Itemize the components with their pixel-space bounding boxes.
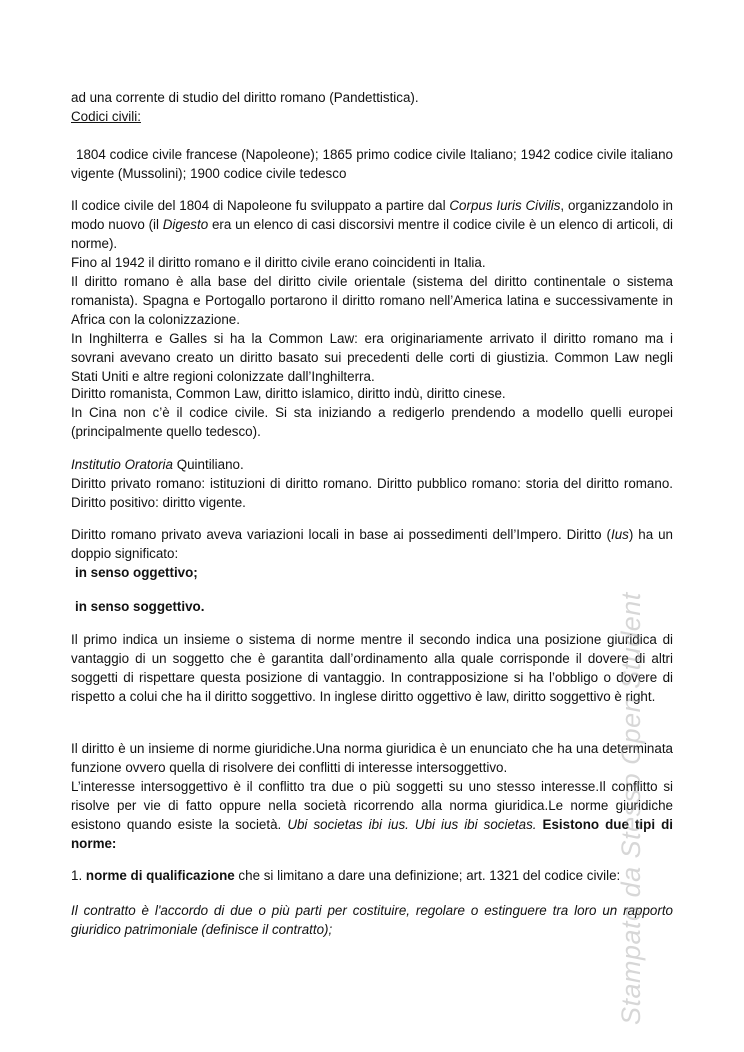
text: , organizzandolo in modo nuovo (il (71, 198, 673, 232)
para-primo: Il primo indica un insieme o sistema di norme mentre il secondo indica una posizione giuridica di vantaggio di un soggetto che è garantita dall’ordinamento alla quale corrisponde il dovere di altri soggetti di rispettare questa posizione di vantaggio. In contrapposizione si ha l’obbligo o dovere di rispetto a colui che ha il diritto soggettivo. In inglese diritto oggettivo è law, diritto soggettivo è right. (71, 632, 673, 704)
institutio-oratoria: Institutio Oratoria (71, 457, 173, 472)
item-number: 1. (71, 868, 86, 883)
item-senso-soggettivo: in senso soggettivo. (75, 599, 205, 614)
tipi-di-norme: Esistono due tipi di norme: (71, 816, 673, 851)
text: L’interesse intersoggettivo è il conflitto tra due o più soggetti su uno stesso interesse.Il conflitto si risolve per vie di fatto oppure nella società ricorrendo alla norma giuridica.Le norme giuridiche esistono quando esiste la società. (71, 779, 673, 832)
heading-codici-civili: Codici civili: (71, 109, 141, 124)
para-codes: 1804 codice civile francese (Napoleone); 1865 primo codice civile Italiano; 1942 codice civile italiano vigente (Mussolini); 1900 codice civile tedesco (71, 147, 673, 181)
text: ) ha un doppio significato: (71, 527, 673, 561)
ius: Ius (610, 527, 629, 542)
para-privato: Diritto privato romano: istituzioni di diritto romano. Diritto pubblico romano: storia del diritto romano. Diritto positivo: diritto vigente. (71, 476, 673, 510)
text: era un elenco di casi discorsivi mentre il codice civile è un elenco di articoli, di norme). (71, 216, 673, 251)
item-senso-oggettivo: in senso oggettivo; (75, 565, 198, 580)
para-diritto: Il diritto è un insieme di norme giuridiche.Una norma giuridica è un enunciato che ha una determinata funzione ovvero quella di risolvere dei conflitti di interesse intersoggettivo. (71, 741, 673, 775)
digesto: Digesto (162, 216, 209, 232)
text: Il codice civile del 1804 di Napoleone fu sviluppato a partire dal (71, 198, 450, 213)
text: che si limitano a dare una definizione; art. 1321 del codice civile: (234, 868, 621, 883)
para-interesse (71, 778, 673, 854)
para-napoleon (71, 197, 673, 254)
para-variazioni (71, 526, 673, 564)
line-qualificazione (71, 867, 620, 886)
para-cina: In Cina non c’è il codice civile. Si sta iniziando a redigerlo prendendo a modello quelli europei (principalmente quello tedesco). (71, 405, 673, 439)
line-1942: Fino al 1942 il diritto romano e il diritto civile erano coincidenti in Italia. (71, 255, 486, 270)
watermark: Stampato da Stesso Open Student (616, 592, 646, 1025)
line-systems: Diritto romanista, Common Law, diritto islamico, diritto indù, diritto cinese. (71, 386, 506, 401)
corpus-iuris: Corpus Iuris Civilis (449, 198, 561, 213)
intro-line: ad una corrente di studio del diritto romano (Pandettistica). (71, 90, 419, 105)
norme-qualificazione: norme di qualificazione (85, 868, 235, 883)
text: Diritto romano privato aveva variazioni locali in base ai possedimenti dell’Impero. Diritto ( (71, 527, 611, 542)
line-institutio (71, 456, 244, 475)
para-oriental: Il diritto romano è alla base del diritto civile orientale (sistema del diritto continentale o sistema romanista). Spagna e Portogallo portarono il diritto romano nell’America latina e successivamente in Africa con la colonizzazione. (71, 274, 673, 327)
para-common-law: In Inghilterra e Galles si ha la Common Law: era originariamente arrivato il diritto romano ma i sovrani avevano creato un diritto basato sui precedenti delle corti di giustizia. Common Law negli Stati Uniti e altre regioni colonizzate dall’Inghilterra. (71, 331, 673, 384)
ubi-societas: Ubi societas ibi ius. Ubi ius ibi societas. (287, 816, 537, 832)
text: Quintiliano. (172, 457, 244, 472)
para-contratto: Il contratto è l'accordo di due o più parti per costituire, regolare o estinguere tra loro un rapporto giuridico patrimoniale (definisce il contratto); (71, 903, 673, 937)
